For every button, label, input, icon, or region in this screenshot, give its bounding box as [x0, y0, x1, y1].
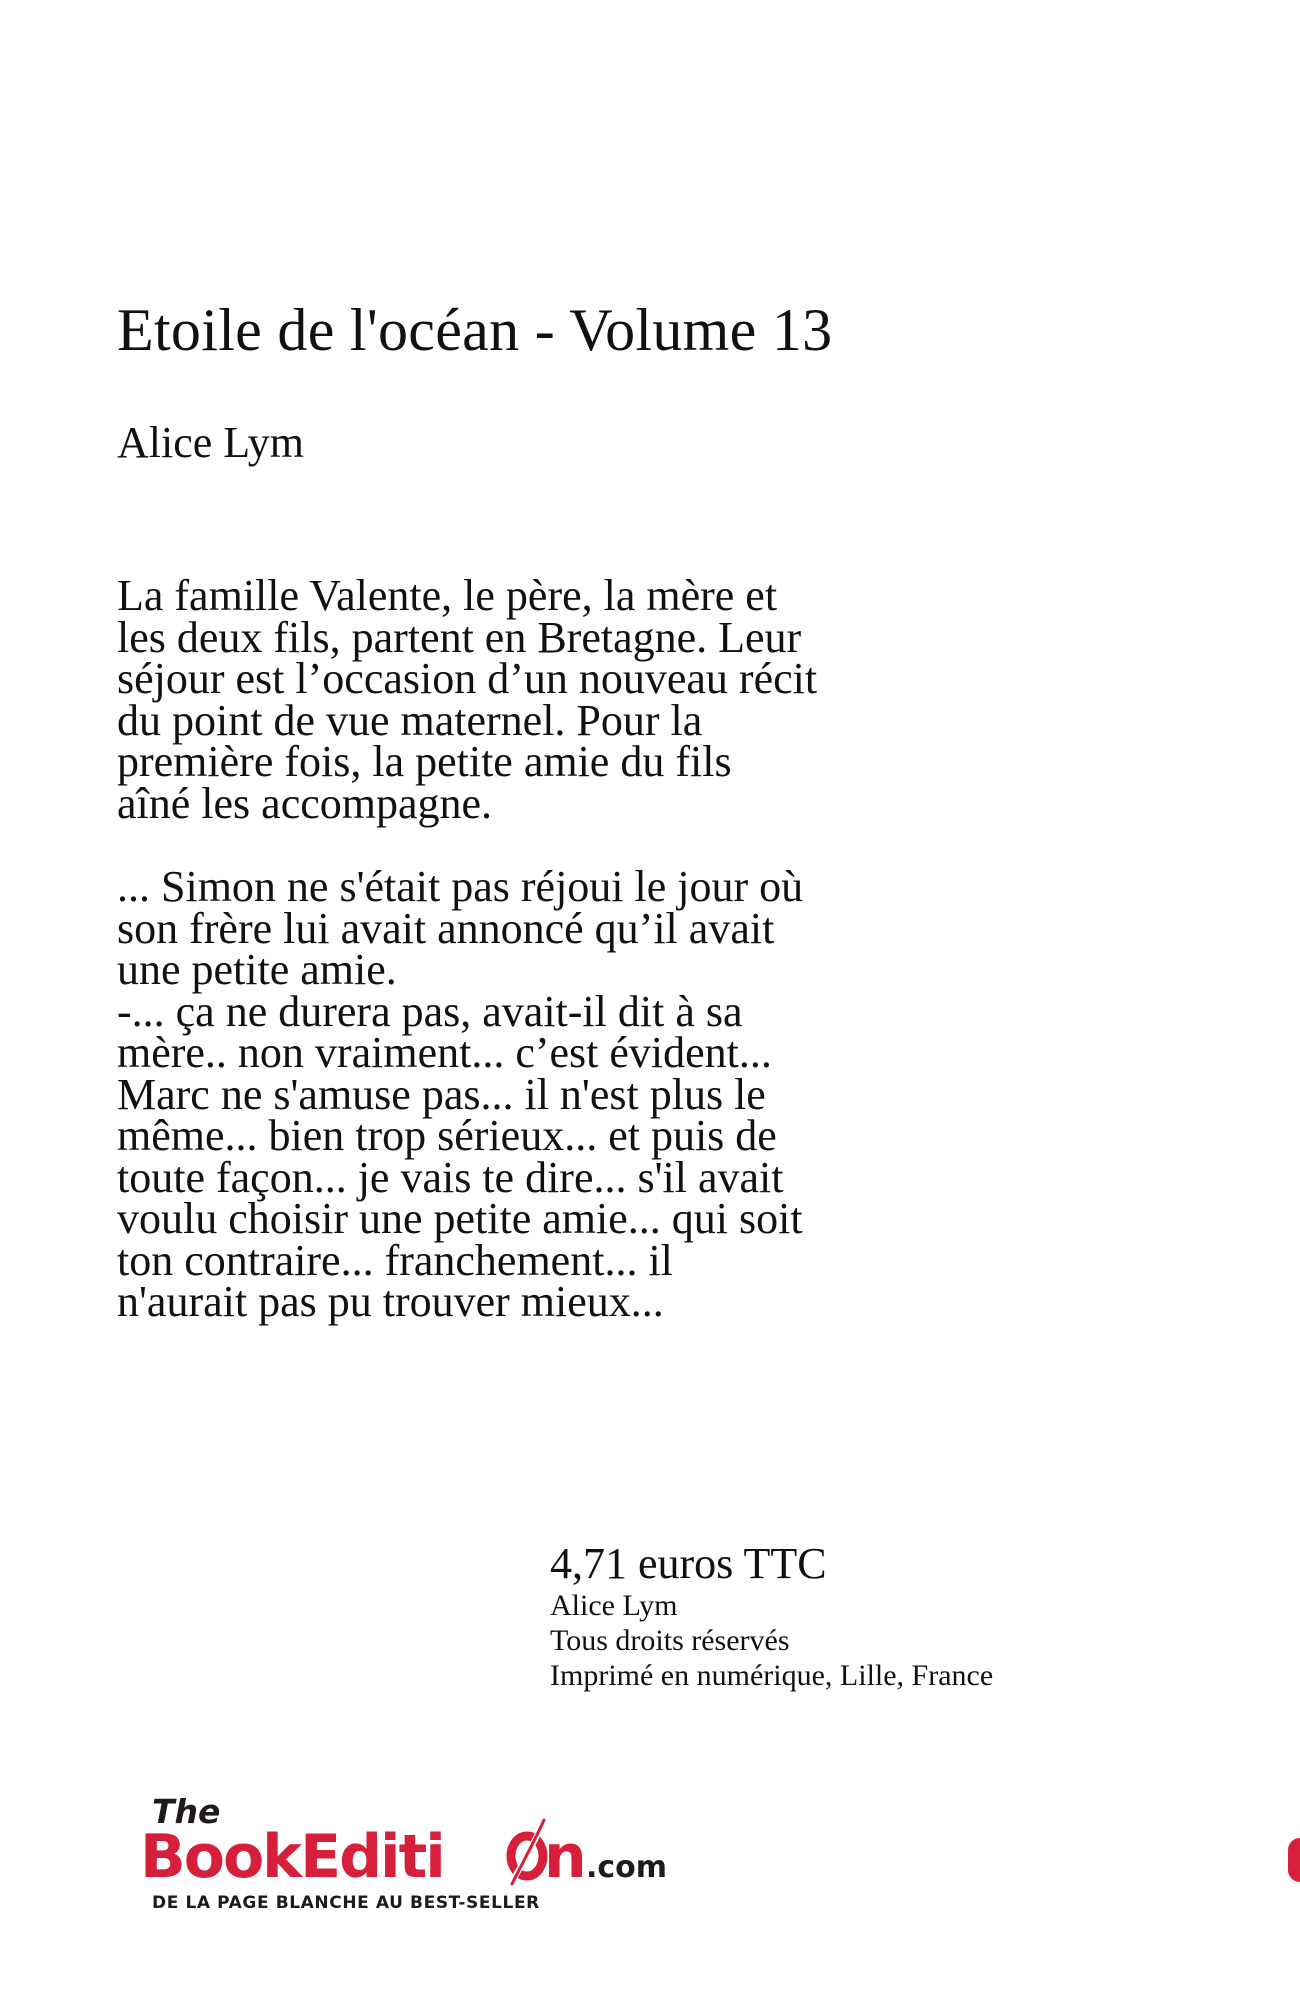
- rights-notice: Tous droits réservés: [550, 1624, 790, 1657]
- price: 4,71 euros TTC: [550, 1539, 827, 1588]
- logo-brand-tail: n: [544, 1822, 587, 1892]
- summary-line: du point de vue maternel. Pour la: [117, 695, 703, 745]
- summary-line: les deux fils, partent en Bretagne. Leur: [117, 612, 802, 662]
- publisher-logo: [140, 1790, 700, 1910]
- edge-mark: [1288, 1838, 1300, 1882]
- excerpt-line: mère.. non vraiment... c’est évident...: [117, 1028, 772, 1077]
- quill-o-icon: [510, 1820, 544, 1886]
- excerpt-line: une petite amie.: [117, 945, 397, 994]
- excerpt-line: -... ça ne durera pas, avait-il dit à sa: [117, 986, 743, 1036]
- excerpt-line: n'aurait pas pu trouver mieux...: [117, 1277, 664, 1326]
- excerpt-line: toute façon... je vais te dire... s'il avait: [117, 1152, 784, 1202]
- back-cover-summary: [117, 571, 977, 1326]
- excerpt-line: ... Simon ne s'était pas réjoui le jour où: [117, 862, 804, 911]
- excerpt-line: même... bien trop sérieux... et puis de: [117, 1111, 777, 1160]
- imprint-author: Alice Lym: [550, 1589, 678, 1622]
- logo-brand: BookEditi: [140, 1822, 444, 1892]
- print-location: Imprimé en numérique, Lille, France: [550, 1659, 994, 1692]
- summary-line: séjour est l’occasion d’un nouveau récit: [117, 654, 818, 703]
- summary-line: La famille Valente, le père, la mère et: [117, 571, 778, 620]
- logo-the: The: [152, 1792, 221, 1831]
- paragraph-spacer: [117, 824, 977, 866]
- summary-line: aîné les accompagne.: [117, 778, 493, 828]
- book-title: Etoile de l'océan - Volume 13: [117, 297, 833, 363]
- excerpt-line: Marc ne s'amuse pas... il n'est plus le: [117, 1069, 766, 1119]
- summary-line: première fois, la petite amie du fils: [117, 737, 732, 786]
- publisher-logo-graphic: [140, 1790, 700, 1910]
- logo-domain: .com: [586, 1850, 668, 1885]
- logo-tagline: DE LA PAGE BLANCHE AU BEST-SELLER: [152, 1893, 540, 1910]
- imprint-block: [550, 1540, 993, 1693]
- book-author: Alice Lym: [117, 418, 304, 467]
- excerpt-line: son frère lui avait annoncé qu’il avait: [117, 903, 775, 953]
- excerpt-line: ton contraire... franchement... il: [117, 1235, 673, 1285]
- excerpt-line: voulu choisir une petite amie... qui soit: [117, 1194, 803, 1243]
